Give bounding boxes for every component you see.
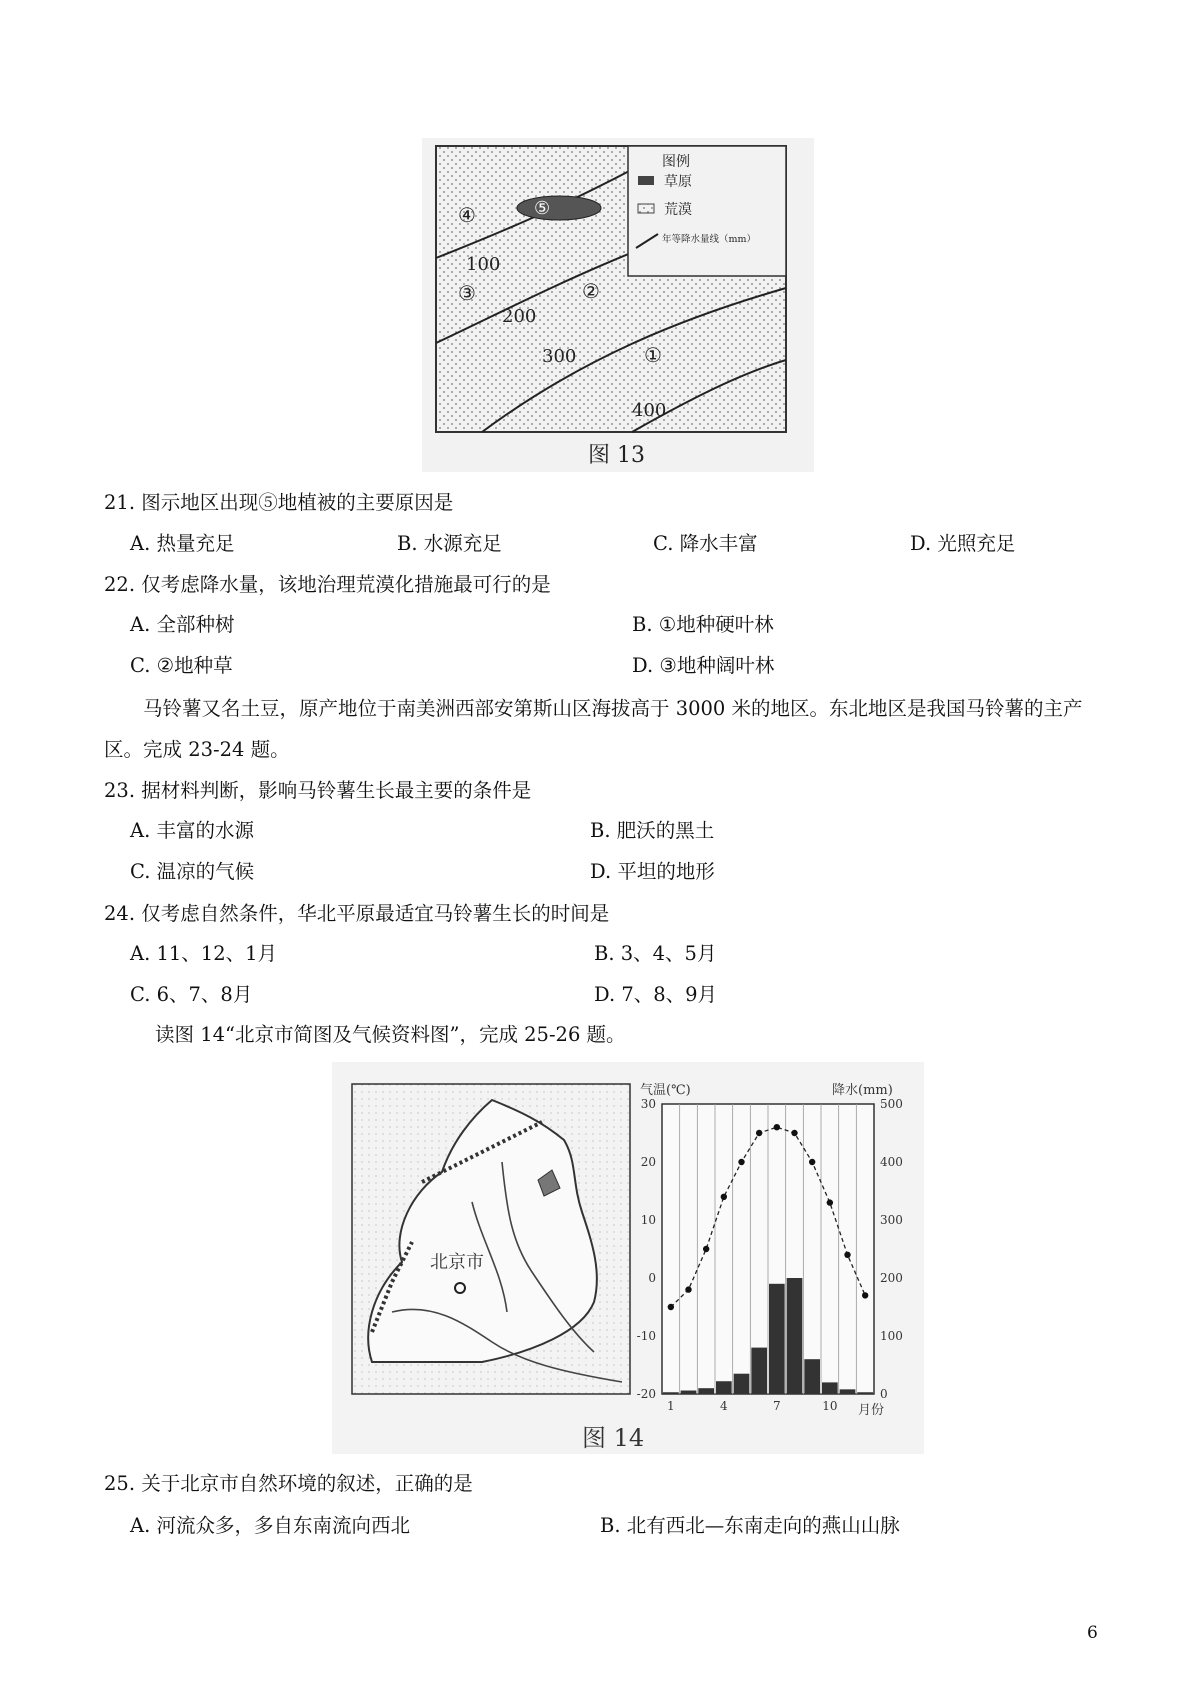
isohyet-100-label: 100 [466, 254, 501, 275]
temp-point [721, 1194, 727, 1200]
question-21-option-a[interactable]: A. 热量充足 [130, 532, 235, 555]
question-22-option-c[interactable]: C. ②地种草 [130, 654, 233, 677]
temp-point [809, 1159, 815, 1165]
temp-tick-label: 0 [648, 1271, 656, 1285]
zone-2-label: ② [582, 279, 600, 303]
temp-tick-label: -20 [636, 1387, 656, 1401]
question-23-option-c[interactable]: C. 温凉的气候 [130, 860, 255, 883]
figure-14-caption: 图 14 [582, 1424, 645, 1452]
question-25-stem: 25. 关于北京市自然环境的叙述，正确的是 [104, 1472, 473, 1495]
isohyet-300-label: 300 [542, 346, 577, 367]
zone-4-label: ④ [458, 203, 476, 227]
page-number: 6 [1087, 1623, 1098, 1643]
temp-tick-label: -10 [636, 1329, 656, 1343]
month-tick-label: 7 [773, 1399, 781, 1413]
precip-bar [698, 1388, 714, 1394]
month-tick-label: 10 [822, 1399, 838, 1413]
temp-point [827, 1199, 833, 1205]
legend-grass-label: 草原 [664, 174, 692, 190]
precip-tick-label: 500 [880, 1097, 903, 1111]
temp-point [791, 1130, 797, 1136]
temp-tick-label: 20 [640, 1155, 656, 1169]
legend-desert-label: 荒漠 [664, 202, 692, 218]
temp-tick-label: 10 [640, 1213, 656, 1227]
question-24-option-b[interactable]: B. 3、4、5月 [594, 942, 717, 965]
temp-point [703, 1246, 709, 1252]
temp-tick-label: 30 [640, 1097, 656, 1111]
precip-tick-label: 400 [880, 1155, 903, 1169]
question-24-option-a[interactable]: A. 11、12、1月 [130, 942, 278, 965]
desert-legend-icon [638, 204, 654, 213]
question-22-option-d[interactable]: D. ③地种阔叶林 [632, 654, 775, 677]
question-21-option-d[interactable]: D. 光照充足 [910, 532, 1016, 555]
precip-tick-label: 0 [880, 1387, 888, 1401]
question-21-stem: 21. 图示地区出现⑤地植被的主要原因是 [104, 491, 454, 514]
month-tick-label: 1 [667, 1399, 675, 1413]
precip-bar [804, 1359, 820, 1394]
precip-tick-label: 200 [880, 1271, 903, 1285]
question-24-option-d[interactable]: D. 7、8、9月 [594, 983, 718, 1006]
isohyet-400-label: 400 [632, 400, 667, 421]
temp-point [774, 1124, 780, 1130]
precip-bar [769, 1284, 785, 1394]
temp-point [668, 1304, 674, 1310]
legend-isohyet-label: 年等降水量线（mm） [662, 234, 757, 245]
temp-point [685, 1286, 691, 1292]
beijing-city-label: 北京市 [430, 1252, 484, 1273]
zone-1-label: ① [644, 343, 662, 367]
temperature-axis-label: 气温(℃) [640, 1083, 691, 1098]
precip-bar [716, 1381, 732, 1394]
month-tick-label: 4 [720, 1399, 728, 1413]
precip-bar [787, 1278, 803, 1394]
question-24-option-c[interactable]: C. 6、7、8月 [130, 983, 253, 1006]
question-21-option-c[interactable]: C. 降水丰富 [653, 532, 758, 555]
precip-bar [822, 1382, 838, 1394]
question-21-option-b[interactable]: B. 水源充足 [397, 532, 502, 555]
zone-3-label: ③ [458, 281, 476, 305]
question-23-option-a[interactable]: A. 丰富的水源 [130, 819, 254, 842]
precip-bar [857, 1392, 873, 1394]
temp-point [862, 1292, 868, 1298]
precipitation-axis-label: 降水(mm) [832, 1083, 893, 1098]
legend-title: 图例 [662, 154, 690, 170]
zone-5-label: ⑤ [534, 198, 551, 219]
question-24-stem: 24. 仅考虑自然条件，华北平原最适宜马铃薯生长的时间是 [104, 902, 610, 925]
figure-14-intro: 读图 14“北京市简图及气候资料图”，完成 25-26 题。 [155, 1023, 626, 1046]
precip-tick-label: 300 [880, 1213, 903, 1227]
potato-passage: 马铃薯又名土豆，原产地位于南美洲西部安第斯山区海拔高于 3000 米的地区。东北地区是我国马铃薯的主产区。完成 23-24 题。 [104, 697, 1083, 761]
precip-bar [663, 1392, 679, 1394]
precip-bar [734, 1374, 750, 1394]
question-22-option-a[interactable]: A. 全部种树 [130, 613, 235, 636]
figure-13-caption: 图 13 [588, 443, 645, 468]
question-25-option-a[interactable]: A. 河流众多，多自东南流向西北 [130, 1514, 410, 1537]
month-axis-label: 月份 [858, 1403, 885, 1418]
question-25-option-b[interactable]: B. 北有西北—东南走向的燕山山脉 [600, 1514, 900, 1537]
figure-14-graphic [332, 1062, 924, 1454]
precip-bar [751, 1348, 767, 1394]
precip-bar [840, 1389, 856, 1394]
grass-legend-icon [638, 176, 654, 185]
isohyet-200-label: 200 [502, 306, 537, 327]
figure-13-map [422, 138, 814, 472]
oasis-grassland-patch [517, 196, 601, 220]
question-23-stem: 23. 据材料判断，影响马铃薯生长最主要的条件是 [104, 779, 532, 802]
question-22-option-b[interactable]: B. ①地种硬叶林 [632, 613, 774, 636]
temp-point [756, 1130, 762, 1136]
temp-point [738, 1159, 744, 1165]
precip-tick-label: 100 [880, 1329, 903, 1343]
temp-point [844, 1252, 850, 1258]
question-23-option-b[interactable]: B. 肥沃的黑土 [590, 819, 715, 842]
figure-14 [332, 1062, 924, 1454]
figure-13 [422, 138, 814, 472]
precip-bar [681, 1391, 697, 1394]
question-22-stem: 22. 仅考虑降水量，该地治理荒漠化措施最可行的是 [104, 573, 551, 596]
question-23-option-d[interactable]: D. 平坦的地形 [590, 860, 715, 883]
